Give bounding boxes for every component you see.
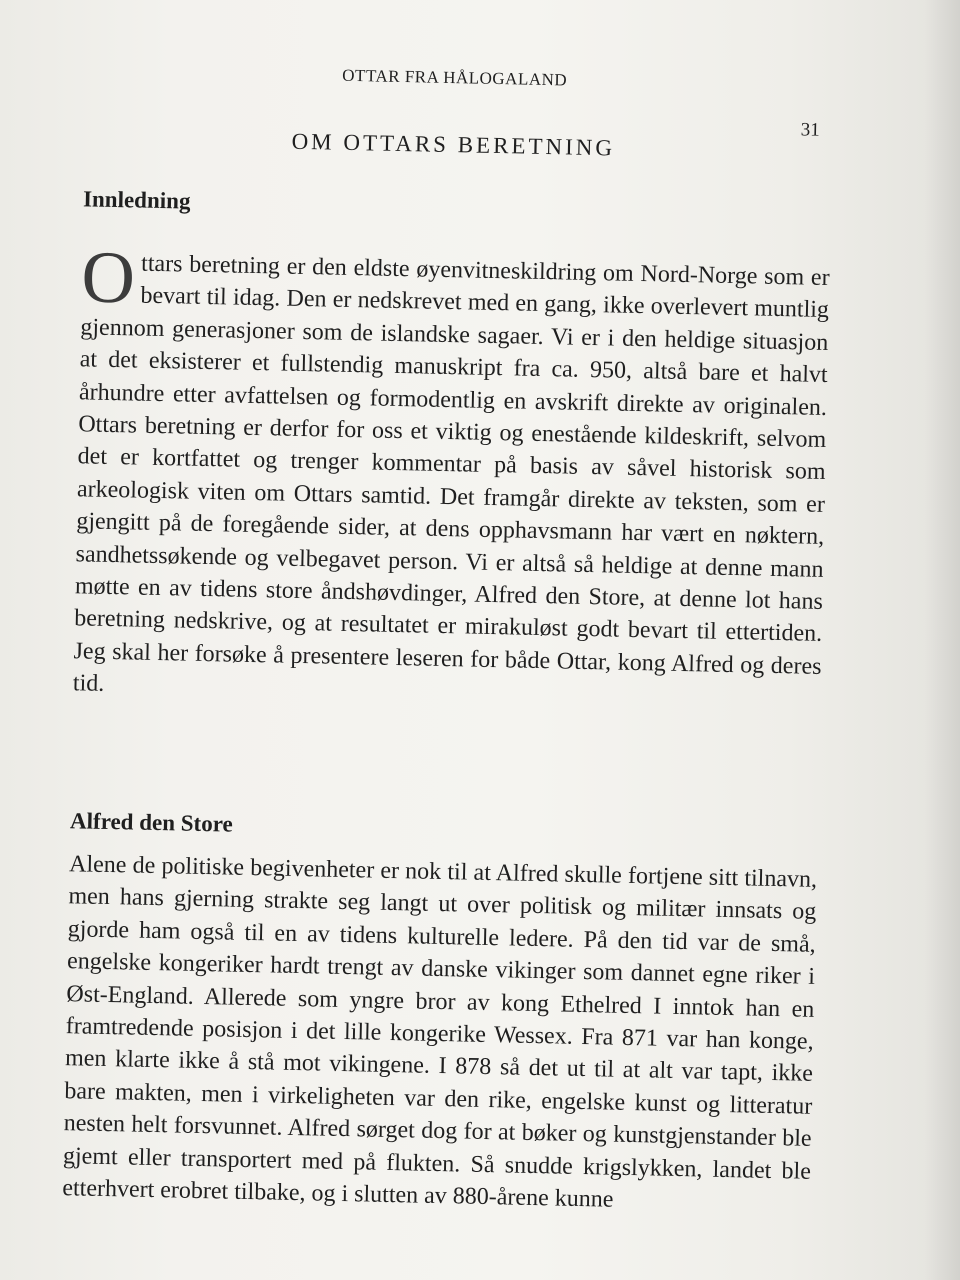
running-head: OTTAR FRA HÅLOGALAND bbox=[342, 65, 568, 90]
section-heading-innledning: Innledning bbox=[82, 186, 191, 214]
section-heading-alfred: Alfred den Store bbox=[69, 808, 233, 837]
chapter-title: OM OTTARS BERETNING bbox=[291, 128, 616, 161]
page-number: 31 bbox=[800, 119, 820, 141]
drop-cap: O bbox=[80, 236, 136, 320]
paragraph-alfred: Alene de politiske begivenheter er nok til at Alfred skulle fortjene sitt tilnavn, men hans gjerning strakte seg langt ut over politisk og militær innsats og gjorde ham også til en av tidens kulturelle ledere. På den tid var de små, engelske kongeriker hardt trengt av danske vikinger som dannet egne riker i Øst-England. Allerede som yngre bror av kong Ethelred I inntok han en framtredende posisjon i det lille kongerike Wessex. Fra 871 var han konge, men klarte ikke å stå mot vikingene. I 878 så det ut til at alt var tapt, ikke bare makten, men i virkeligheten var den rike, engelske kunst og litteratur nesten helt forsvunnet. Alfred sørget dog for at bøker og kunstgjenstander ble gjemt eller transportert med på flukten. Så snudde krigslykken, landet ble etterhvert erobret tilbake, og i slutten av 880-årene kunne bbox=[62, 851, 818, 1213]
paragraph-innledning bbox=[72, 236, 830, 715]
page-edge-shadow bbox=[924, 0, 960, 1280]
page-content bbox=[42, 60, 841, 1280]
paragraph-innledning-text: ttars beretning er den eldste øyenvitneskildring om Nord-Norge som er bevart til idag. Den er nedskrevet med en gang, ikke overlevert muntlig gjennom generasjoner som de islandske sagaer. Vi er i den heldige situasjon at det eksisterer et fullstendig manuskript fra ca. 950, altså bare et halvt århundre etter avfattelsen og formodentlig en avskrift direkte av originalen. Ottars beretning er derfor for oss et viktig og enestående kildeskrift, selvom det er kortfattet og trenger kommentar på basis av såvel historisk som arkeologisk viten om Ottars samtid. Det framgår direkte av teksten, som er gjengitt på de foregående sider, at dens opphavsmann har vært en nøktern, sandhetssøkende og velbegavet person. Vi er altså så heldige at denne mann møtte en av tidens store åndshøvdinger, Alfred den Store, at denne lot hans beretning nedskrive, og at resultatet er mirakuløst godt bevart til ettertiden. Jeg skal her forsøke å presentere leseren for både Ottar, kong Alfred og deres tid. bbox=[72, 250, 830, 698]
